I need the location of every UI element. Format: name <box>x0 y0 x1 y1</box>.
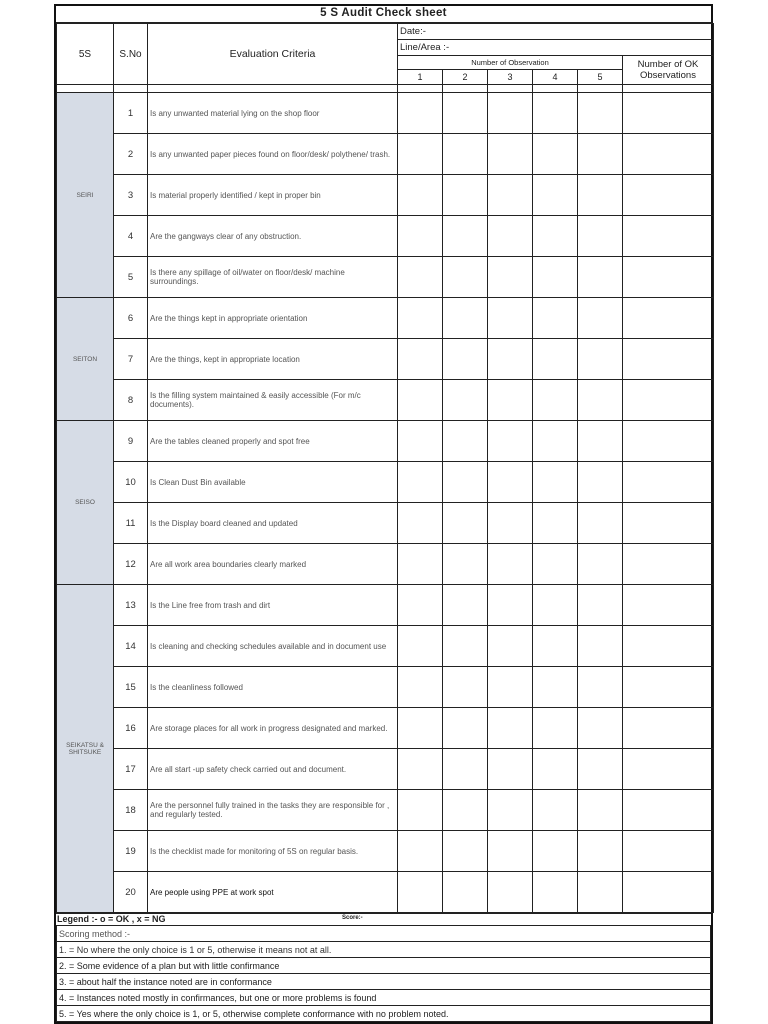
observation-cell[interactable] <box>488 503 533 544</box>
observation-cell[interactable] <box>533 298 578 339</box>
checklist-row <box>57 749 714 790</box>
item-criteria: Is the checklist made for monitoring of 5S on regular basis. <box>148 831 398 872</box>
observation-cell[interactable] <box>533 708 578 749</box>
observation-cell[interactable] <box>398 626 443 667</box>
item-number: 6 <box>114 298 148 339</box>
observation-cell[interactable] <box>398 175 443 216</box>
ok-count-cell[interactable] <box>623 708 714 749</box>
item-number: 20 <box>114 872 148 913</box>
observation-cell[interactable] <box>488 93 533 134</box>
checklist-row <box>57 626 714 667</box>
observation-cell[interactable] <box>578 544 623 585</box>
observation-header: Number of Observation <box>398 56 623 70</box>
observation-cell[interactable] <box>533 831 578 872</box>
observation-cell[interactable] <box>488 708 533 749</box>
observation-cell[interactable] <box>578 257 623 298</box>
spacer-cell <box>398 85 443 93</box>
item-criteria: Is material properly identified / kept in proper bin <box>148 175 398 216</box>
item-criteria: Are the things, kept in appropriate location <box>148 339 398 380</box>
section-label: SEISO <box>57 421 114 585</box>
ok-count-cell[interactable] <box>623 831 714 872</box>
observation-cell[interactable] <box>533 462 578 503</box>
checklist-row <box>57 708 714 749</box>
item-number: 14 <box>114 626 148 667</box>
ok-count-cell[interactable] <box>623 503 714 544</box>
item-criteria: Is any unwanted paper pieces found on floor/desk/ polythene/ trash. <box>148 134 398 175</box>
item-number: 17 <box>114 749 148 790</box>
observation-cell[interactable] <box>488 298 533 339</box>
observation-cell[interactable] <box>578 831 623 872</box>
ok-observations-header: Number of OK Observations <box>623 56 714 85</box>
observation-cell[interactable] <box>578 585 623 626</box>
observation-cell[interactable] <box>578 421 623 462</box>
observation-cell[interactable] <box>398 667 443 708</box>
observation-cell[interactable] <box>398 339 443 380</box>
observation-cell[interactable] <box>533 175 578 216</box>
observation-number: 1 <box>398 70 443 85</box>
section-label: SEIRI <box>57 93 114 298</box>
observation-cell[interactable] <box>398 503 443 544</box>
item-criteria: Are the tables cleaned properly and spot free <box>148 421 398 462</box>
item-number: 8 <box>114 380 148 421</box>
checklist-row <box>57 339 714 380</box>
observation-cell[interactable] <box>488 667 533 708</box>
scoring-method-label: Scoring method :- <box>57 926 711 942</box>
observation-cell[interactable] <box>443 585 488 626</box>
checklist-row <box>57 421 714 462</box>
observation-cell[interactable] <box>578 626 623 667</box>
ok-count-cell[interactable] <box>623 421 714 462</box>
item-number: 2 <box>114 134 148 175</box>
checklist-row <box>57 93 714 134</box>
observation-number: 2 <box>443 70 488 85</box>
header-sno: S.No <box>114 24 148 85</box>
item-criteria: Is the cleanliness followed <box>148 667 398 708</box>
checklist-row <box>57 134 714 175</box>
section-label: SEITON <box>57 298 114 421</box>
observation-cell[interactable] <box>443 339 488 380</box>
observation-cell[interactable] <box>443 216 488 257</box>
observation-cell[interactable] <box>398 708 443 749</box>
ok-count-cell[interactable] <box>623 257 714 298</box>
item-number: 7 <box>114 339 148 380</box>
observation-cell[interactable] <box>578 216 623 257</box>
spacer-cell <box>623 85 714 93</box>
observation-cell[interactable] <box>398 216 443 257</box>
observation-number: 4 <box>533 70 578 85</box>
header-evaluation-criteria: Evaluation Criteria <box>148 24 398 85</box>
checklist-row <box>57 175 714 216</box>
header-5s: 5S <box>57 24 114 85</box>
observation-cell[interactable] <box>488 831 533 872</box>
observation-cell[interactable] <box>443 790 488 831</box>
observation-cell[interactable] <box>443 93 488 134</box>
observation-cell[interactable] <box>533 503 578 544</box>
date-field[interactable]: Date:- <box>398 24 714 40</box>
observation-cell[interactable] <box>533 667 578 708</box>
observation-cell[interactable] <box>443 134 488 175</box>
observation-cell[interactable] <box>398 421 443 462</box>
scoring-line: 4. = Instances noted mostly in confirmances, but one or more problems is found <box>57 990 711 1006</box>
observation-cell[interactable] <box>578 667 623 708</box>
item-criteria: Is cleaning and checking schedules available and in document use <box>148 626 398 667</box>
observation-cell[interactable] <box>578 790 623 831</box>
spacer-cell <box>578 85 623 93</box>
item-criteria: Are the things kept in appropriate orientation <box>148 298 398 339</box>
observation-cell[interactable] <box>443 421 488 462</box>
observation-cell[interactable] <box>488 585 533 626</box>
line-area-field[interactable]: Line/Area :- <box>398 40 714 56</box>
observation-cell[interactable] <box>533 257 578 298</box>
item-number: 5 <box>114 257 148 298</box>
section-label: SEIKATSU & SHITSUKE <box>57 585 114 913</box>
observation-cell[interactable] <box>488 421 533 462</box>
observation-cell[interactable] <box>443 626 488 667</box>
item-number: 9 <box>114 421 148 462</box>
item-criteria: Is the Display board cleaned and updated <box>148 503 398 544</box>
checklist-row <box>57 790 714 831</box>
observation-cell[interactable] <box>578 708 623 749</box>
observation-cell[interactable] <box>443 872 488 913</box>
item-number: 18 <box>114 790 148 831</box>
spacer-cell <box>114 85 148 93</box>
observation-cell[interactable] <box>398 380 443 421</box>
scoring-line: 2. = Some evidence of a plan but with little confirmance <box>57 958 711 974</box>
observation-cell[interactable] <box>533 339 578 380</box>
observation-cell[interactable] <box>578 462 623 503</box>
observation-cell[interactable] <box>398 790 443 831</box>
item-criteria: Are storage places for all work in progress designated and marked. <box>148 708 398 749</box>
spacer-cell <box>57 85 114 93</box>
observation-cell[interactable] <box>398 93 443 134</box>
item-criteria: Is the filling system maintained & easily accessible (For m/c documents). <box>148 380 398 421</box>
checklist-row <box>57 831 714 872</box>
checklist-row <box>57 667 714 708</box>
ok-count-cell[interactable] <box>623 339 714 380</box>
observation-cell[interactable] <box>578 380 623 421</box>
observation-cell[interactable] <box>443 298 488 339</box>
observation-cell[interactable] <box>488 462 533 503</box>
observation-cell[interactable] <box>443 503 488 544</box>
item-criteria: Are all work area boundaries clearly marked <box>148 544 398 585</box>
spacer-cell <box>533 85 578 93</box>
observation-cell[interactable] <box>533 585 578 626</box>
observation-cell[interactable] <box>578 93 623 134</box>
observation-cell[interactable] <box>488 749 533 790</box>
observation-cell[interactable] <box>443 257 488 298</box>
observation-cell[interactable] <box>443 749 488 790</box>
observation-cell[interactable] <box>533 216 578 257</box>
audit-table <box>56 23 714 913</box>
item-number: 15 <box>114 667 148 708</box>
observation-cell[interactable] <box>443 831 488 872</box>
observation-number: 5 <box>578 70 623 85</box>
observation-cell[interactable] <box>443 544 488 585</box>
observation-cell[interactable] <box>488 257 533 298</box>
item-criteria: Are people using PPE at work spot <box>148 872 398 913</box>
observation-cell[interactable] <box>398 134 443 175</box>
observation-cell[interactable] <box>398 749 443 790</box>
item-number: 19 <box>114 831 148 872</box>
checklist-row <box>57 298 714 339</box>
observation-cell[interactable] <box>398 872 443 913</box>
sheet-title: 5 S Audit Check sheet <box>56 6 711 23</box>
item-criteria: Is Clean Dust Bin available <box>148 462 398 503</box>
spacer-cell <box>488 85 533 93</box>
observation-cell[interactable] <box>398 544 443 585</box>
item-criteria: Is the Line free from trash and dirt <box>148 585 398 626</box>
observation-cell[interactable] <box>488 544 533 585</box>
observation-cell[interactable] <box>488 626 533 667</box>
observation-cell[interactable] <box>398 585 443 626</box>
item-criteria: Is any unwanted material lying on the shop floor <box>148 93 398 134</box>
checklist-row <box>57 585 714 626</box>
observation-number: 3 <box>488 70 533 85</box>
observation-cell[interactable] <box>533 626 578 667</box>
observation-cell[interactable] <box>398 257 443 298</box>
audit-check-sheet <box>54 4 713 1024</box>
scoring-method-table <box>56 925 711 1022</box>
observation-cell[interactable] <box>533 749 578 790</box>
item-number: 11 <box>114 503 148 544</box>
observation-cell[interactable] <box>443 708 488 749</box>
ok-count-cell[interactable] <box>623 749 714 790</box>
score-label: Score:- <box>342 915 363 921</box>
observation-cell[interactable] <box>578 298 623 339</box>
observation-cell[interactable] <box>488 380 533 421</box>
item-number: 13 <box>114 585 148 626</box>
scoring-line: 5. = Yes where the only choice is 1, or 5, otherwise complete conformance with no problem noted. <box>57 1006 711 1022</box>
observation-cell[interactable] <box>533 421 578 462</box>
checklist-row <box>57 462 714 503</box>
observation-cell[interactable] <box>533 380 578 421</box>
item-number: 1 <box>114 93 148 134</box>
observation-cell[interactable] <box>443 175 488 216</box>
observation-cell[interactable] <box>398 462 443 503</box>
item-number: 10 <box>114 462 148 503</box>
observation-cell[interactable] <box>578 749 623 790</box>
ok-count-cell[interactable] <box>623 585 714 626</box>
observation-cell[interactable] <box>578 503 623 544</box>
ok-count-cell[interactable] <box>623 298 714 339</box>
observation-cell[interactable] <box>443 380 488 421</box>
spacer-cell <box>443 85 488 93</box>
item-criteria: Are the gangways clear of any obstruction. <box>148 216 398 257</box>
observation-cell[interactable] <box>398 831 443 872</box>
observation-cell[interactable] <box>488 339 533 380</box>
ok-count-cell[interactable] <box>623 380 714 421</box>
observation-cell[interactable] <box>533 872 578 913</box>
observation-cell[interactable] <box>488 134 533 175</box>
item-criteria: Are all start -up safety check carried out and document. <box>148 749 398 790</box>
checklist-row <box>57 503 714 544</box>
ok-count-cell[interactable] <box>623 134 714 175</box>
observation-cell[interactable] <box>578 339 623 380</box>
item-criteria: Are the personnel fully trained in the tasks they are responsible for , and regularly tested. <box>148 790 398 831</box>
scoring-line: 1. = No where the only choice is 1 or 5, otherwise it means not at all. <box>57 942 711 958</box>
ok-count-cell[interactable] <box>623 544 714 585</box>
observation-cell[interactable] <box>578 872 623 913</box>
scoring-line: 3. = about half the instance noted are in conformance <box>57 974 711 990</box>
observation-cell[interactable] <box>578 134 623 175</box>
ok-count-cell[interactable] <box>623 626 714 667</box>
observation-cell[interactable] <box>443 462 488 503</box>
observation-cell[interactable] <box>488 790 533 831</box>
item-number: 4 <box>114 216 148 257</box>
checklist-row <box>57 380 714 421</box>
ok-count-cell[interactable] <box>623 462 714 503</box>
checklist-row <box>57 257 714 298</box>
ok-count-cell[interactable] <box>623 93 714 134</box>
observation-cell[interactable] <box>488 872 533 913</box>
item-criteria: Is there any spillage of oil/water on floor/desk/ machine surroundings. <box>148 257 398 298</box>
item-number: 16 <box>114 708 148 749</box>
spacer-cell <box>148 85 398 93</box>
ok-count-cell[interactable] <box>623 216 714 257</box>
legend-row <box>56 913 711 925</box>
observation-cell[interactable] <box>488 216 533 257</box>
legend-text: Legend :- o = OK , x = NG <box>57 914 166 924</box>
observation-cell[interactable] <box>533 790 578 831</box>
checklist-row <box>57 216 714 257</box>
ok-count-cell[interactable] <box>623 175 714 216</box>
checklist-row <box>57 872 714 913</box>
observation-cell[interactable] <box>533 544 578 585</box>
ok-count-cell[interactable] <box>623 872 714 913</box>
observation-cell[interactable] <box>488 175 533 216</box>
observation-cell[interactable] <box>533 93 578 134</box>
ok-count-cell[interactable] <box>623 667 714 708</box>
item-number: 3 <box>114 175 148 216</box>
ok-count-cell[interactable] <box>623 790 714 831</box>
observation-cell[interactable] <box>578 175 623 216</box>
checklist-row <box>57 544 714 585</box>
observation-cell[interactable] <box>398 298 443 339</box>
observation-cell[interactable] <box>533 134 578 175</box>
observation-cell[interactable] <box>443 667 488 708</box>
item-number: 12 <box>114 544 148 585</box>
